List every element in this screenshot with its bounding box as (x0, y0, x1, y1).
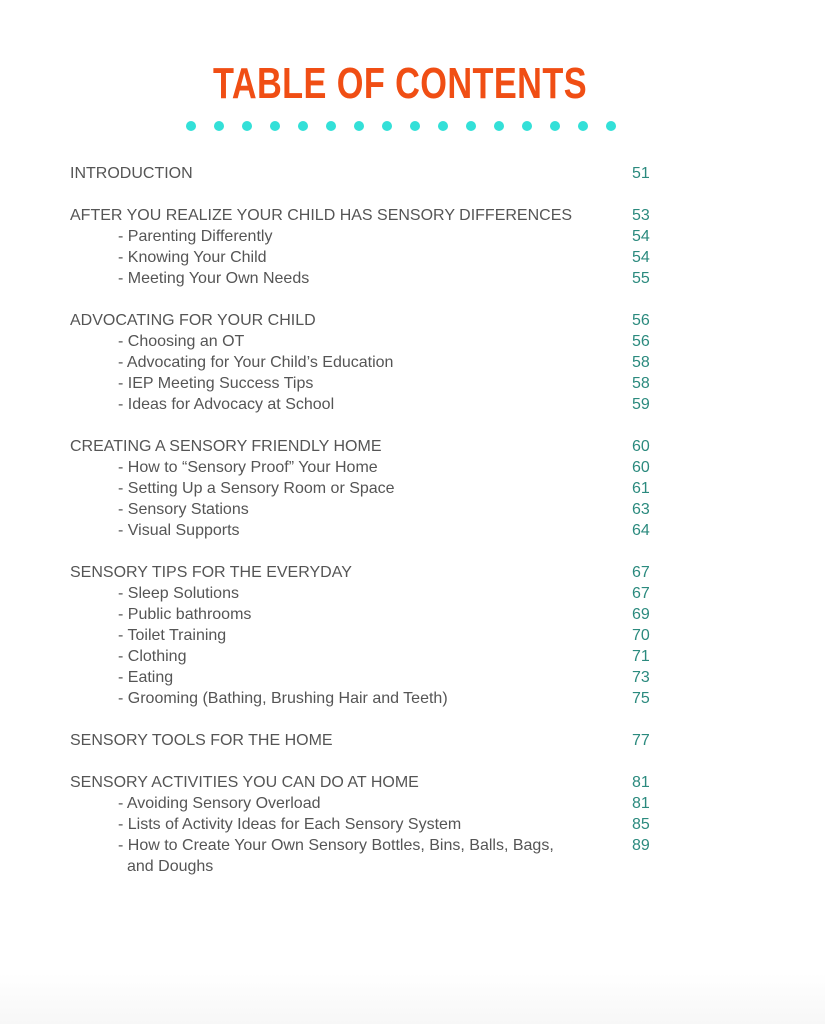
toc-page-number: 60 (632, 459, 650, 476)
divider-dot (410, 121, 420, 131)
toc-heading-label: INTRODUCTION (70, 165, 193, 182)
toc-section (70, 772, 670, 877)
divider-dot (326, 121, 336, 131)
toc-subitem-row[interactable] (70, 793, 670, 814)
toc-subitem-row[interactable] (70, 457, 670, 478)
toc-subitem-row[interactable] (70, 520, 670, 541)
divider-dot (242, 121, 252, 131)
toc-page-number: 54 (632, 228, 650, 245)
toc-subitem-row[interactable] (70, 499, 670, 520)
toc-page-number: 61 (632, 480, 650, 497)
toc-page-number: 70 (632, 627, 650, 644)
toc-section (70, 436, 670, 541)
toc-subitem-label: - IEP Meeting Success Tips (118, 375, 314, 392)
toc-heading-label: SENSORY ACTIVITIES YOU CAN DO AT HOME (70, 774, 419, 791)
toc-page-number: 69 (632, 606, 650, 623)
table-of-contents (70, 163, 670, 898)
toc-subitem-row[interactable] (70, 667, 670, 688)
toc-heading-label: SENSORY TOOLS FOR THE HOME (70, 732, 333, 749)
toc-subitem-label: - Ideas for Advocacy at School (118, 396, 335, 413)
divider-dot (466, 121, 476, 131)
toc-section (70, 310, 670, 415)
toc-page-number: 81 (632, 795, 650, 812)
toc-subitem-row[interactable] (70, 688, 670, 709)
toc-subitem-label: - Choosing an OT (118, 333, 245, 350)
page-title: TABLE OF CONTENTS (213, 59, 587, 108)
divider-dot (522, 121, 532, 131)
toc-page-number: 56 (632, 312, 650, 329)
toc-heading-label: SENSORY TIPS FOR THE EVERYDAY (70, 564, 352, 581)
divider-dot (578, 121, 588, 131)
toc-subitem-label: - Setting Up a Sensory Room or Space (118, 480, 395, 497)
divider-dot (354, 121, 364, 131)
toc-page-number: 89 (632, 837, 650, 854)
toc-subitem-label: - Eating (118, 669, 174, 686)
toc-subitem-row[interactable] (70, 331, 670, 352)
toc-page-number: 67 (632, 585, 650, 602)
divider-dot (606, 121, 616, 131)
toc-subitem-row[interactable] (70, 226, 670, 247)
toc-page-number: 67 (632, 564, 650, 581)
toc-subitem-row[interactable] (70, 373, 670, 394)
divider-dot (382, 121, 392, 131)
toc-subitem-row[interactable] (70, 835, 670, 877)
toc-subitem-label: - Toilet Training (118, 627, 227, 644)
toc-subitem-label: - Grooming (Bathing, Brushing Hair and Teeth) (118, 690, 448, 707)
toc-page-number: 54 (632, 249, 650, 266)
toc-subitem-label: - Sensory Stations (118, 501, 249, 518)
toc-page-number: 59 (632, 396, 650, 413)
divider-dot (550, 121, 560, 131)
toc-page-number: 60 (632, 438, 650, 455)
divider-dot (270, 121, 280, 131)
toc-heading-row[interactable] (70, 730, 670, 751)
toc-subitem-row[interactable] (70, 352, 670, 373)
toc-subitem-label: - Avoiding Sensory Overload (118, 795, 321, 812)
toc-heading-label: ADVOCATING FOR YOUR CHILD (70, 312, 316, 329)
toc-page-number: 51 (632, 165, 650, 182)
toc-page-number: 56 (632, 333, 650, 350)
toc-heading-row[interactable] (70, 163, 670, 184)
divider-dot (298, 121, 308, 131)
toc-page-number: 58 (632, 354, 650, 371)
divider-dot (186, 121, 196, 131)
toc-heading-row[interactable] (70, 772, 670, 793)
toc-page-number: 55 (632, 270, 650, 287)
toc-subitem-label: - Meeting Your Own Needs (118, 270, 310, 287)
toc-page-number: 63 (632, 501, 650, 518)
toc-subitem-row[interactable] (70, 394, 670, 415)
toc-subitem-label: - Knowing Your Child (118, 249, 267, 266)
toc-subitem-label: - How to “Sensory Proof” Your Home (118, 459, 378, 476)
toc-page-number: 71 (632, 648, 650, 665)
toc-section (70, 205, 670, 289)
toc-subitem-label: - Lists of Activity Ideas for Each Sensory System (118, 816, 462, 833)
toc-heading-row[interactable] (70, 205, 670, 226)
toc-section (70, 163, 670, 184)
toc-subitem-label: - How to Create Your Own Sensory Bottles, Bins, Balls, Bags, and Doughs (118, 837, 554, 875)
toc-subitem-row[interactable] (70, 583, 670, 604)
toc-heading-row[interactable] (70, 310, 670, 331)
toc-subitem-label: - Clothing (118, 648, 187, 665)
toc-section (70, 730, 670, 751)
dotted-divider (186, 121, 626, 133)
divider-dot (214, 121, 224, 131)
toc-page-number: 75 (632, 690, 650, 707)
toc-subitem-row[interactable] (70, 625, 670, 646)
toc-subitem-row[interactable] (70, 646, 670, 667)
toc-subitem-row[interactable] (70, 268, 670, 289)
toc-subitem-row[interactable] (70, 814, 670, 835)
toc-section (70, 562, 670, 709)
divider-dot (438, 121, 448, 131)
toc-heading-label: AFTER YOU REALIZE YOUR CHILD HAS SENSORY DIFFERENCES (70, 207, 573, 224)
toc-page-number: 64 (632, 522, 650, 539)
toc-subitem-label: - Parenting Differently (118, 228, 273, 245)
toc-page-number: 81 (632, 774, 650, 791)
divider-dot (494, 121, 504, 131)
toc-subitem-label: - Advocating for Your Child’s Education (118, 354, 394, 371)
toc-subitem-row[interactable] (70, 478, 670, 499)
toc-heading-label: CREATING A SENSORY FRIENDLY HOME (70, 438, 382, 455)
toc-page-number: 77 (632, 732, 650, 749)
toc-page-number: 53 (632, 207, 650, 224)
toc-subitem-label: - Public bathrooms (118, 606, 252, 623)
toc-page-number: 58 (632, 375, 650, 392)
toc-page-number: 85 (632, 816, 650, 833)
toc-heading-row[interactable] (70, 562, 670, 583)
toc-subitem-label: - Sleep Solutions (118, 585, 239, 602)
toc-subitem-row[interactable] (70, 604, 670, 625)
toc-subitem-row[interactable] (70, 247, 670, 268)
toc-heading-row[interactable] (70, 436, 670, 457)
toc-subitem-label: - Visual Supports (118, 522, 240, 539)
toc-page-number: 73 (632, 669, 650, 686)
